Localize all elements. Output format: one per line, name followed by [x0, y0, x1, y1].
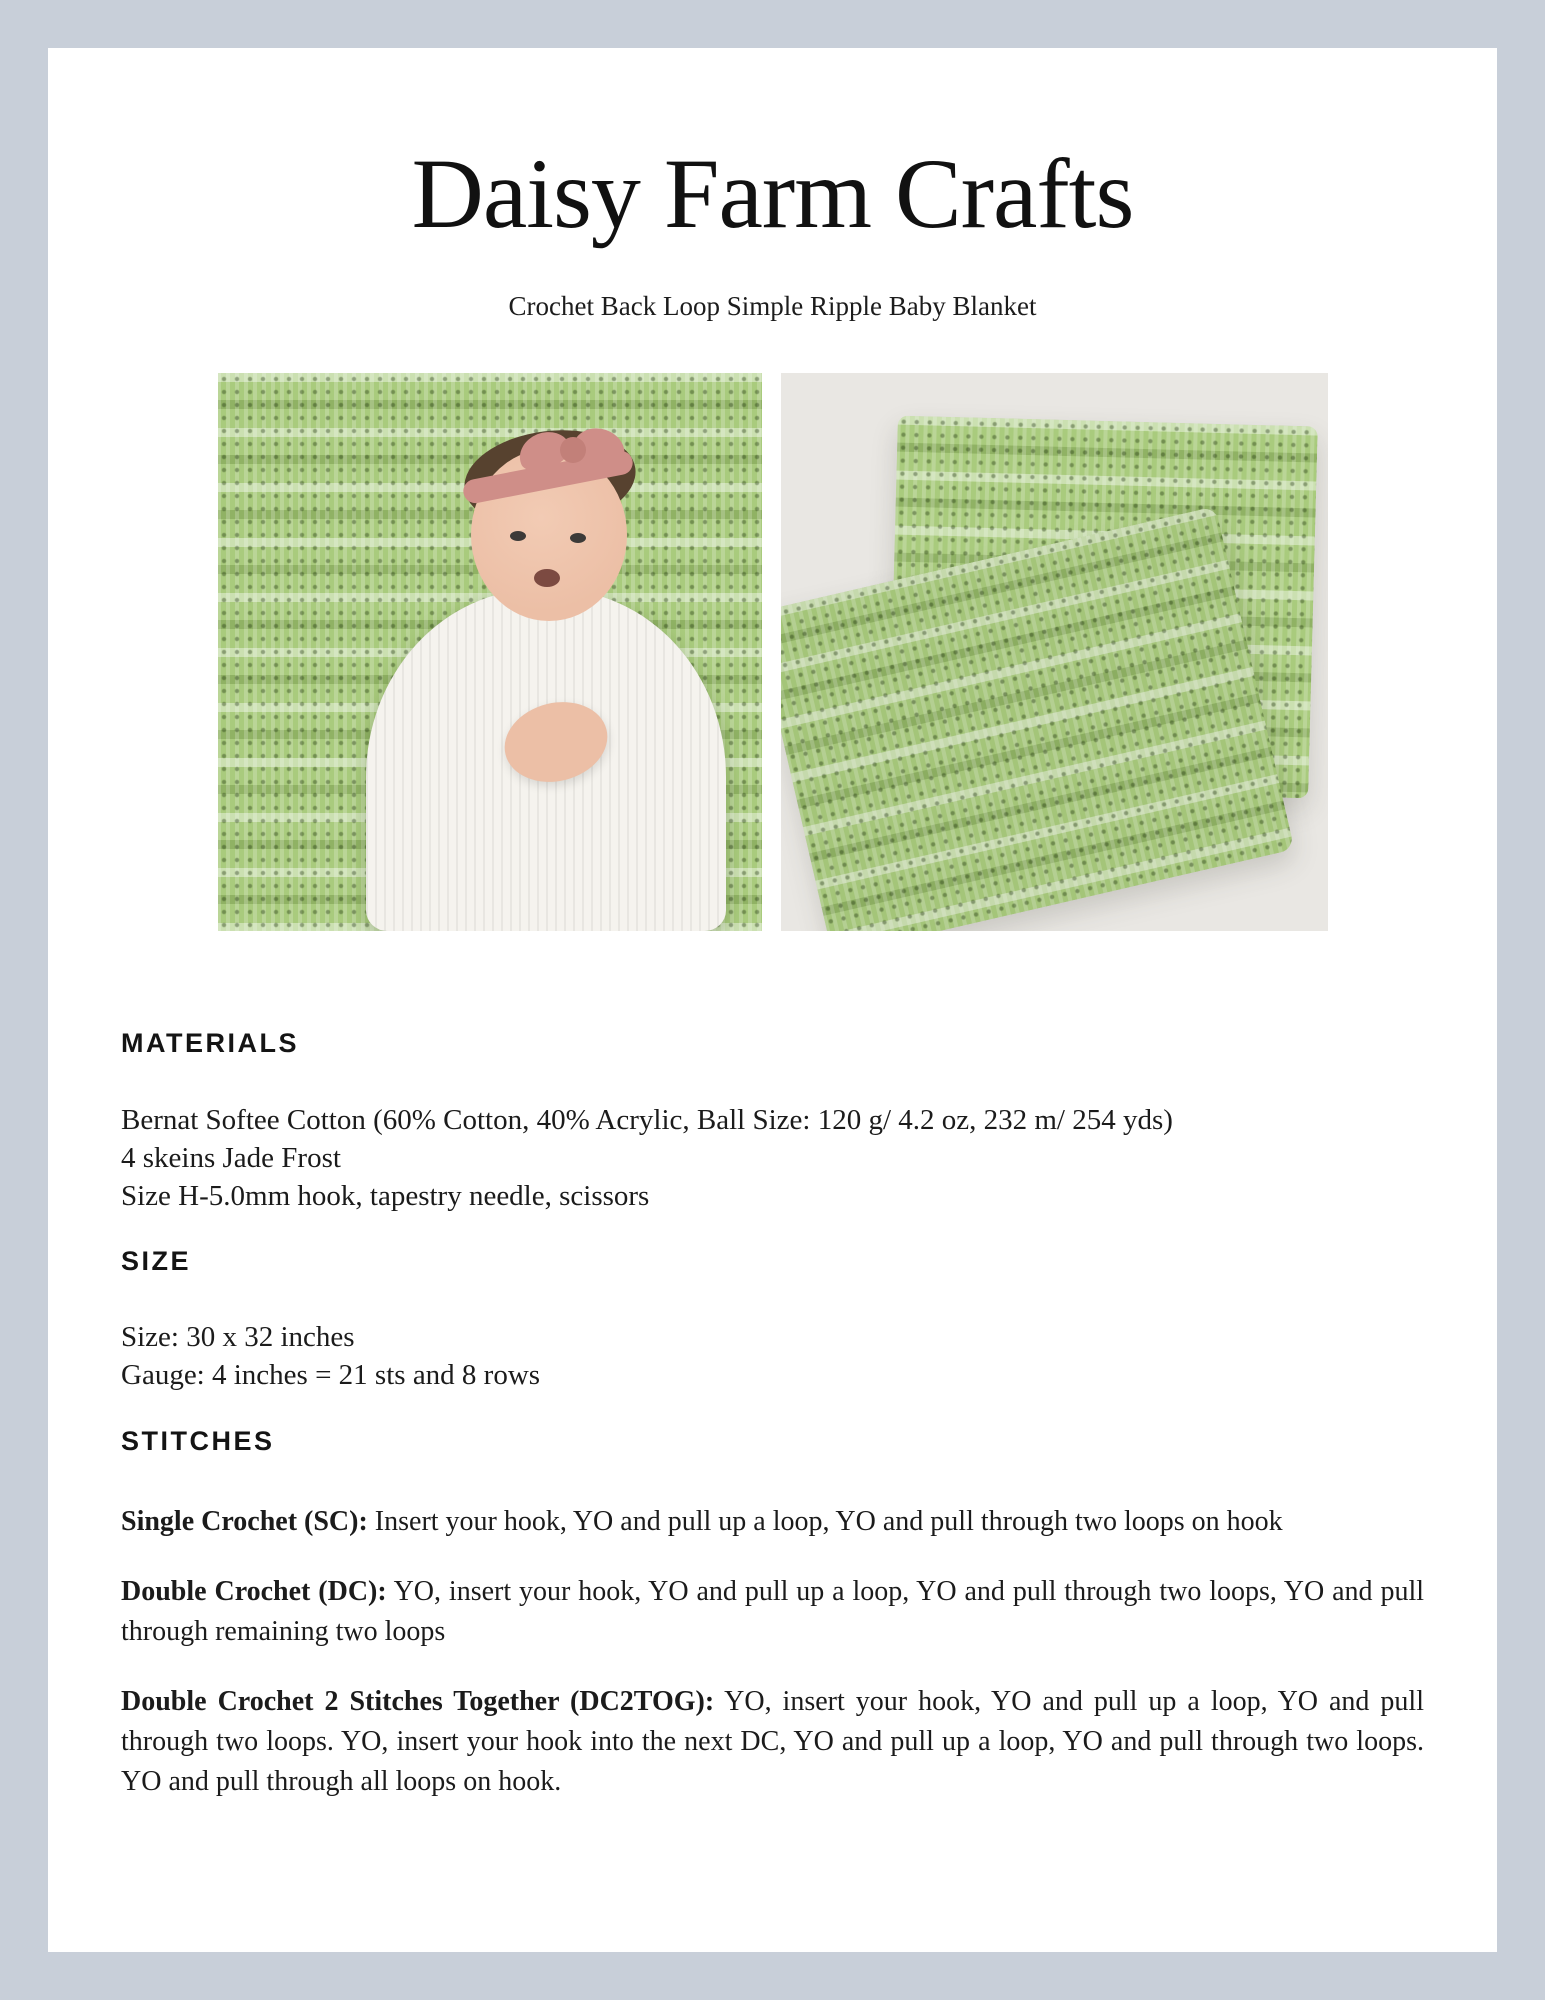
blanket-front-fold-shape: [781, 507, 1295, 932]
photo-row: [48, 373, 1497, 931]
materials-heading: MATERIALS: [121, 1028, 299, 1059]
stitch-description: Insert your hook, YO and pull up a loop, YO and pull through two loops on hook: [374, 1505, 1283, 1537]
stitch-term: Double Crochet (DC):: [121, 1575, 387, 1607]
materials-line-skeins: 4 skeins Jade Frost: [121, 1141, 341, 1174]
size-list: [121, 1318, 1424, 1394]
size-heading: SIZE: [121, 1245, 192, 1276]
size-line-gauge: Gauge: 4 inches = 21 sts and 8 rows: [121, 1359, 541, 1392]
stitch-definition-sc: [121, 1502, 1424, 1542]
stitch-term: Single Crochet (SC):: [121, 1505, 368, 1537]
materials-line-tools: Size H-5.0mm hook, tapestry needle, scissors: [121, 1179, 650, 1212]
baby-on-blanket-photo: [218, 373, 762, 931]
baby-mouth-shape: [534, 569, 560, 587]
pattern-subtitle: Crochet Back Loop Simple Ripple Baby Blanket: [508, 291, 1037, 321]
materials-list: [121, 1101, 1424, 1215]
brand-title: Daisy Farm Crafts: [411, 138, 1134, 249]
pattern-text-column: [48, 1027, 1497, 1801]
stitch-definition-dc: [121, 1572, 1424, 1652]
materials-line-yarn: Bernat Softee Cotton (60% Cotton, 40% Acrylic, Ball Size: 120 g/ 4.2 oz, 232 m/ 254 yds): [121, 1103, 1173, 1136]
stitch-term: Double Crochet 2 Stitches Together (DC2TOG):: [121, 1685, 715, 1717]
stitches-heading: STITCHES: [121, 1426, 275, 1457]
stitch-description: YO, insert your hook, YO and pull up a loop, YO and pull through two loops. YO, insert your hook into the next DC, YO and pull up a loop, YO and pull through two loops. YO and pull through all loops on hook.: [121, 1685, 1424, 1797]
stitch-description: YO, insert your hook, YO and pull up a loop, YO and pull through two loops, YO and pull through remaining two loops: [121, 1575, 1425, 1647]
folded-blanket-photo: [781, 373, 1328, 931]
stitch-definition-dc2tog: [121, 1682, 1424, 1802]
document-page: [48, 48, 1497, 1952]
pink-bow-shape: [518, 425, 628, 477]
size-line-dimensions: Size: 30 x 32 inches: [121, 1321, 355, 1354]
bow-knot-shape: [560, 437, 586, 463]
